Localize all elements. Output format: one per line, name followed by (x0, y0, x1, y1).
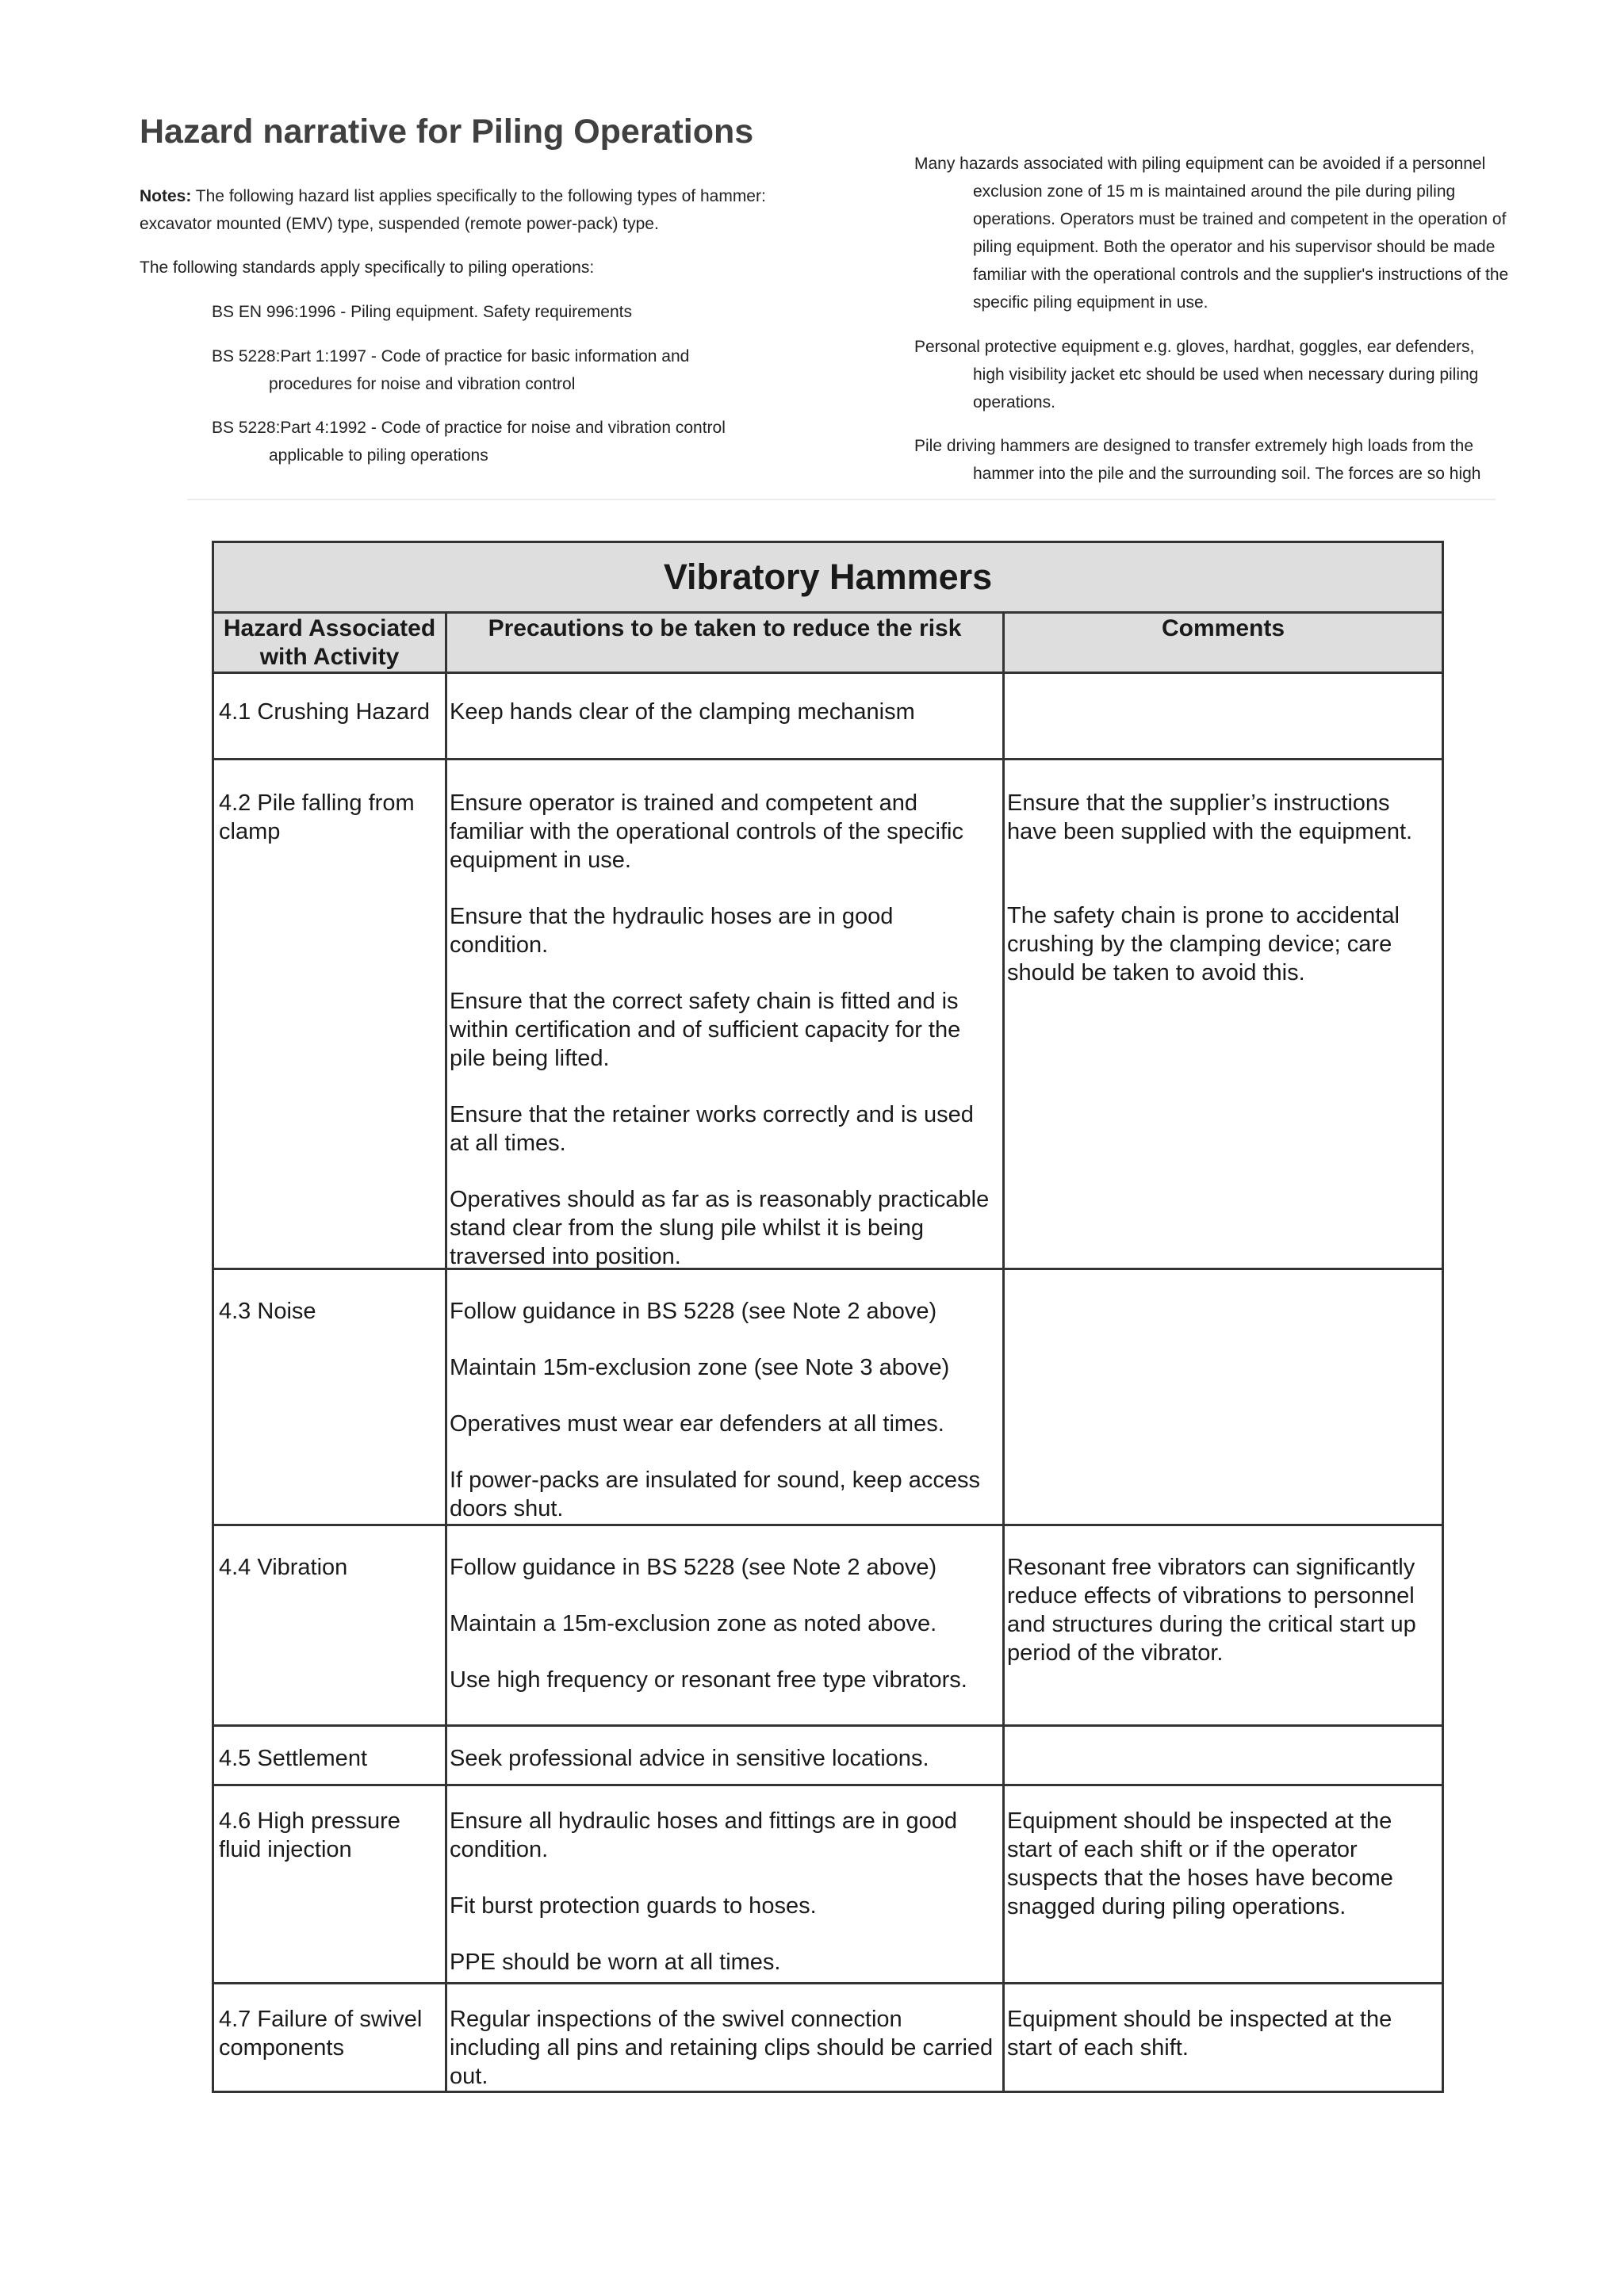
ppe-paragraph (914, 333, 1517, 416)
precaution-item: Operatives should as far as is reasonably practicable stand clear from the slung pile whilst it is being traversed into position. (450, 1187, 990, 1269)
precaution-item: Keep hands clear of the clamping mechanism (450, 699, 915, 725)
comment-item: The safety chain is prone to accidental crushing by the clamping device; care should be taken to avoid this. (1007, 903, 1400, 985)
table-row (214, 1727, 1442, 1786)
page-divider (187, 499, 1496, 500)
paragraph-first-line: Personal protective equipment e.g. gloves, hardhat, goggles, ear defenders, (914, 338, 1475, 356)
table-row (214, 1984, 1442, 2091)
table-row (214, 760, 1442, 1270)
precaution-item: PPE should be worn at all times. (450, 1950, 781, 1975)
paragraph-first-line: Many hazards associated with piling equipment can be avoided if a personnel (914, 155, 1486, 173)
precaution-item: Seek professional advice in sensitive locations. (450, 1746, 929, 1771)
header-precautions: Precautions to be taken to reduce the risk (488, 615, 962, 641)
precaution-cell (450, 1553, 997, 1694)
comment-cell (1007, 1807, 1439, 1921)
precaution-item: Ensure operator is trained and competent and familiar with the operational controls of the specific equipment in use. (450, 790, 963, 873)
hazard-cell: 4.6 High pressure fluid injection (219, 1808, 400, 1862)
precaution-cell (450, 2005, 997, 2091)
comment-item: Resonant free vibrators can significantly reduce effects of vibrations to personnel and structures during the critical start up period of the vibrator. (1007, 1555, 1416, 1666)
hazard-cell: 4.5 Settlement (219, 1746, 367, 1771)
header-hazard: Hazard Associated with Activity (223, 615, 436, 670)
standard-line-cont: procedures for noise and vibration control (269, 375, 576, 393)
table-title: Vibratory Hammers (214, 543, 1442, 614)
hazard-cell: 4.4 Vibration (219, 1555, 348, 1580)
precaution-item: Follow guidance in BS 5228 (see Note 2 above) (450, 1555, 937, 1580)
precaution-item: Ensure that the correct safety chain is fitted and is within certification and of sufficient capacity for the pile being lifted. (450, 989, 961, 1071)
precaution-item: Follow guidance in BS 5228 (see Note 2 above) (450, 1299, 937, 1324)
comment-cell (1007, 1553, 1439, 1667)
table-row (214, 674, 1442, 760)
comment-cell (1007, 2005, 1439, 2062)
table-row (214, 1786, 1442, 1984)
precaution-cell (450, 698, 997, 726)
precaution-item: If power-packs are insulated for sound, keep access doors shut. (450, 1468, 980, 1521)
precaution-item: Use high frequency or resonant free type vibrators. (450, 1667, 967, 1693)
precaution-cell (450, 789, 997, 1271)
standard-item (212, 414, 783, 469)
hazard-cell: 4.3 Noise (219, 1299, 316, 1324)
paragraph-first-line: Pile driving hammers are designed to transfer extremely high loads from the (914, 437, 1473, 455)
table-row (214, 1526, 1442, 1727)
vibratory-hammers-table (212, 541, 1444, 2093)
hazard-cell: 4.1 Crushing Hazard (219, 699, 430, 725)
standards-intro: The following standards apply specifically to piling operations: (140, 258, 595, 277)
exclusion-zone-paragraph (914, 150, 1517, 316)
paragraph-continuation: exclusion zone of 15 m is maintained around the pile during piling operations. Operators must be trained and competent in the operation of piling equipment. Both the operator and his supervisor should be made familiar with the operational controls and the supplier's instructions of the specific piling equipment in use. (973, 182, 1509, 312)
standard-item (212, 298, 783, 326)
comment-item: Ensure that the supplier’s instructions have been supplied with the equipment. (1007, 790, 1413, 844)
precaution-item: Ensure all hydraulic hoses and fittings are in good condition. (450, 1808, 957, 1862)
precaution-item: Maintain a 15m-exclusion zone as noted above. (450, 1611, 937, 1636)
precaution-item: Ensure that the retainer works correctly and is used at all times. (450, 1102, 974, 1156)
comment-cell (1007, 789, 1439, 987)
page-title: Hazard narrative for Piling Operations (140, 113, 754, 151)
precaution-item: Operatives must wear ear defenders at all times. (450, 1411, 944, 1437)
standard-line: BS 5228:Part 1:1997 - Code of practice for basic information and (212, 347, 690, 365)
table-header-row (214, 614, 1442, 674)
standard-item (212, 342, 783, 398)
column-divider (445, 614, 447, 2091)
paragraph-continuation: hammer into the pile and the surrounding soil. The forces are so high (973, 465, 1481, 483)
precaution-item: Maintain 15m-exclusion zone (see Note 3 above) (450, 1355, 950, 1380)
hazard-cell: 4.7 Failure of swivel components (219, 2007, 423, 2061)
header-comments: Comments (1161, 615, 1285, 641)
precaution-item: Regular inspections of the swivel connection including all pins and retaining clips should be carried out. (450, 2007, 994, 2089)
comment-item: Equipment should be inspected at the start of each shift or if the operator suspects that the hoses have become snagged during piling operations. (1007, 1808, 1393, 1919)
table-row (214, 1270, 1442, 1526)
paragraph-continuation: high visibility jacket etc should be used when necessary during piling operations. (973, 365, 1479, 411)
notes-label: Notes: (140, 187, 192, 205)
column-divider (1002, 614, 1005, 2091)
standard-line: BS 5228:Part 4:1992 - Code of practice for noise and vibration control (212, 419, 726, 437)
hammer-loads-paragraph (914, 432, 1517, 488)
hazard-cell: 4.2 Pile falling from clamp (219, 790, 415, 844)
standard-line-cont: applicable to piling operations (269, 446, 488, 465)
precaution-cell (450, 1744, 997, 1773)
standard-line: BS EN 996:1996 - Piling equipment. Safety requirements (212, 303, 632, 321)
notes-paragraph (140, 182, 822, 238)
precaution-cell (450, 1807, 997, 1976)
comment-item: Equipment should be inspected at the start of each shift. (1007, 2007, 1392, 2061)
notes-text: The following hazard list applies specifically to the following types of hammer: excavator mounted (EMV) type, suspended (remote power-pack) type. (140, 187, 766, 233)
precaution-item: Ensure that the hydraulic hoses are in good condition. (450, 904, 894, 958)
precaution-item: Fit burst protection guards to hoses. (450, 1893, 817, 1919)
precaution-cell (450, 1297, 997, 1523)
